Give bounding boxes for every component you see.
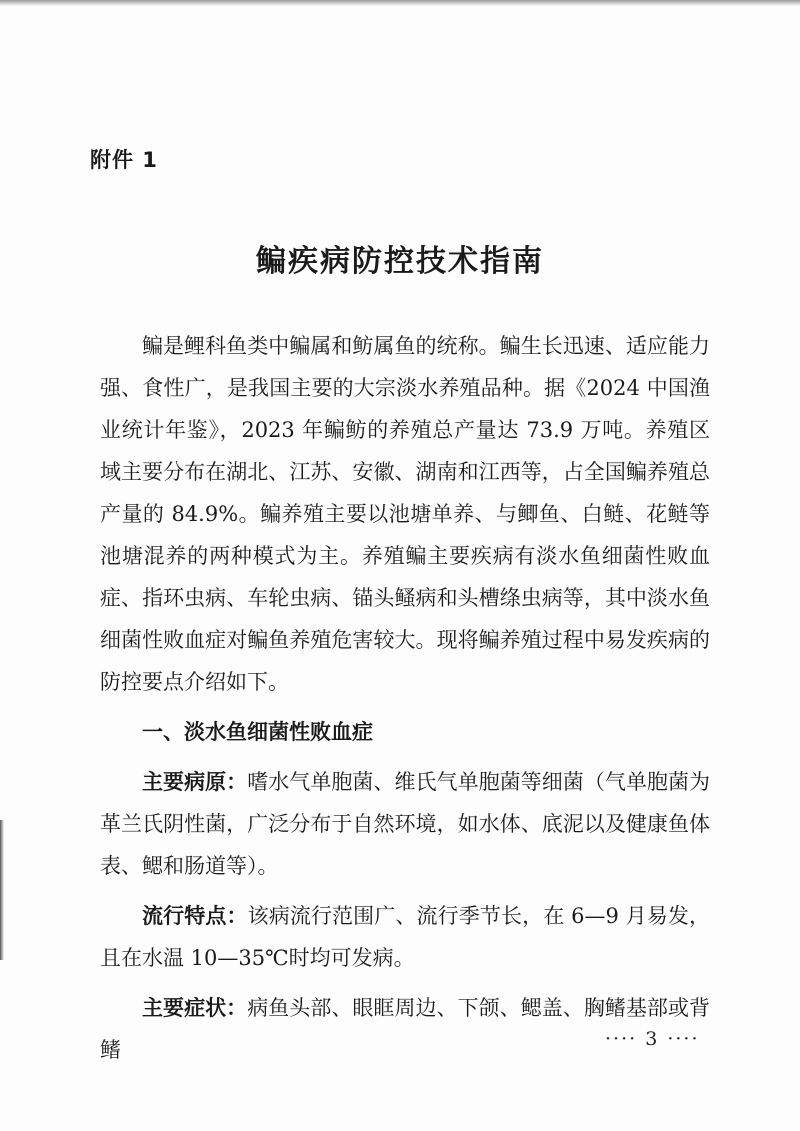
epidemic-term: 流行特点： xyxy=(142,904,248,928)
section-1-heading: 一、淡水鱼细菌性败血症 xyxy=(142,720,373,744)
symptom-term: 主要症状： xyxy=(142,996,248,1020)
scan-edge-left xyxy=(0,820,4,960)
symptom-text: 病鱼头部、眼眶周边、下颌、鳃盖、胸鳍基部或背鳍 xyxy=(100,996,711,1062)
document-body xyxy=(100,325,710,1079)
annex-label: 附件 1 xyxy=(90,148,158,172)
pathogen-text: 嗜水气单胞菌、维氏气单胞菌等细菌（气单胞菌为革兰氏阴性菌，广泛分布于自然环境，如水体、底泥以及健康鱼体表、鳃和肠道等）。 xyxy=(100,770,711,878)
intro-paragraph: 鳊是鲤科鱼类中鳊属和鲂属鱼的统称。鳊生长迅速、适应能力强、食性广，是我国主要的大宗淡水养殖品种。据《2024 中国渔业统计年鉴》，2023 年鳊鲂的养殖总产量达 73.9 万吨。养殖区域主要分布在湖北、江苏、安徽、湖南和江西等，占全国鳊养殖总产量的 84.9%。鳊养殖主要以池塘单养、与鲫鱼、白鲢、花鲢等池塘混养的两种模式为主。养殖鳊主要疾病有淡水鱼细菌性败血症、指环虫病、车轮虫病、锚头鳋病和头槽绦虫病等，其中淡水鱼细菌性败血症对鳊鱼养殖危害较大。现将鳊养殖过程中易发疾病的防控要点介绍如下。 xyxy=(100,334,710,694)
epidemic-text: 该病流行范围广、流行季节长，在 6—9 月易发，且在水温 10—35℃时均可发病。 xyxy=(100,904,711,970)
document-title: 鳊疾病防控技术指南 xyxy=(256,244,544,279)
section-heading xyxy=(100,711,710,753)
epidemic-paragraph xyxy=(100,895,710,979)
pathogen-paragraph xyxy=(100,761,710,887)
page-number: ···· 3 ···· xyxy=(605,1028,700,1050)
pathogen-term: 主要病原： xyxy=(142,770,248,794)
scan-edge-top xyxy=(0,0,800,6)
